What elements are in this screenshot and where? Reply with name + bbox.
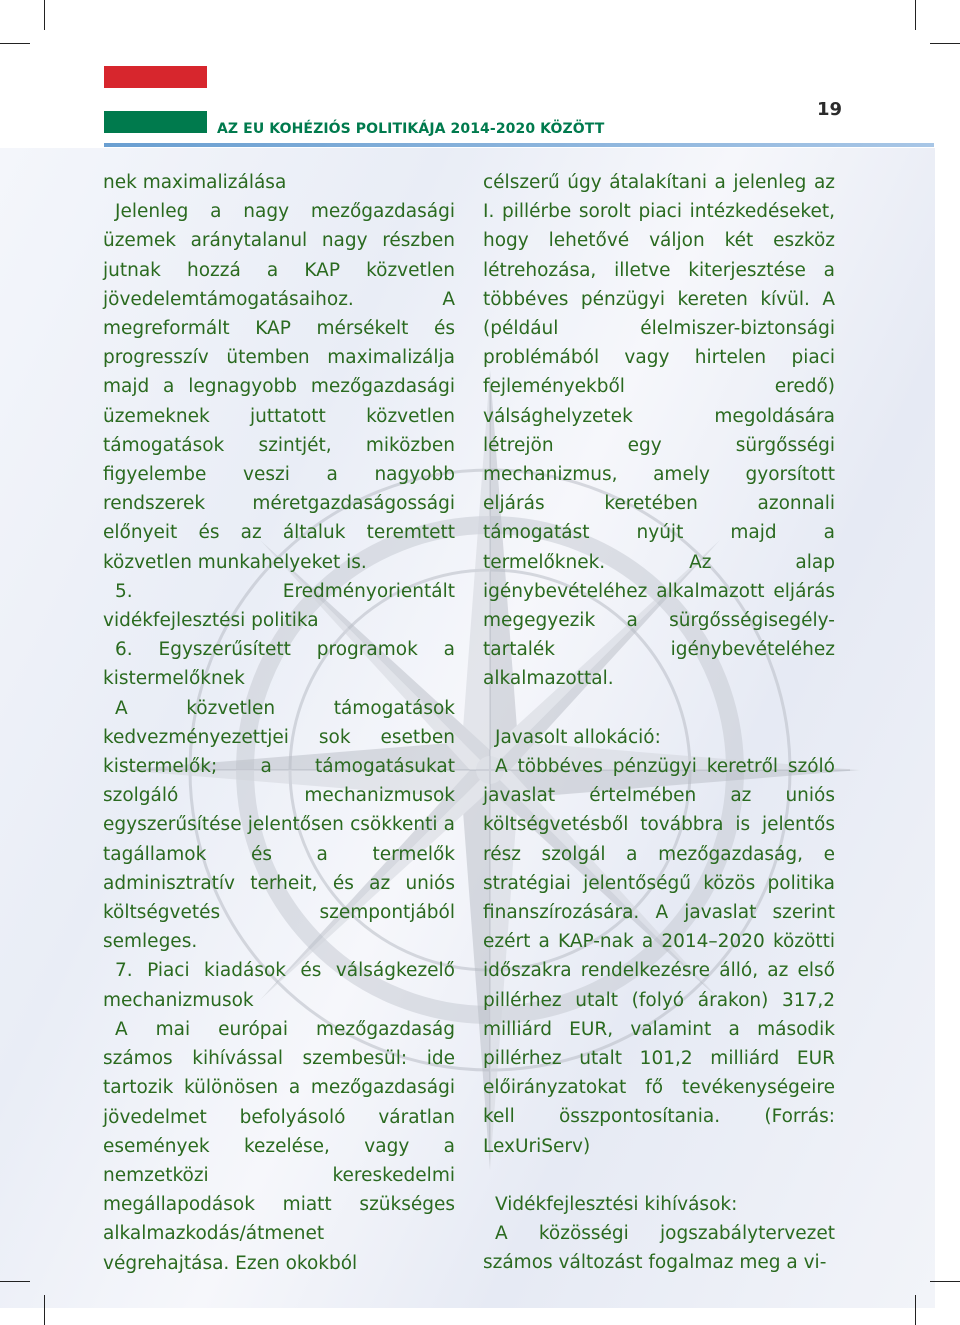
section-heading: Vidékfejlesztési kihívások: [495,1194,738,1216]
right-column [483,168,835,1278]
page-number: 19 [817,99,843,120]
crop-mark [0,1281,30,1282]
crop-mark [930,1281,960,1282]
crop-mark [915,0,916,30]
header-rule [104,143,934,147]
spacer [483,1161,835,1190]
paragraph: A közvetlen támogatások kedvezményezettjei sok esetben kistermelők; a támogatásukat szolgáló mechanizmusok egyszerűsítése jelentősen csökkenti a tagállamok és a termelők adminisztratív terheit, és az uniós költségvetés szempontjából semleges. [103,697,455,953]
paragraph: A közösségi jogszabálytervezet számos változást fogalmaz meg a vi- [483,1223,835,1274]
left-column [103,168,455,1278]
running-header: AZ EU KOHÉZIÓS POLITIKÁJA 2014-2020 KÖZÖTT [217,121,605,137]
paragraph: A többéves pénzügyi keretről szóló javaslat értelmében az uniós költségvetésből továbbra is jelentős rész szolgál a mezőgazdaság, e stratégiai jelentőségű közös politika finanszírozására. A javaslat szerint ezért a KAP-nak a 2014–2020 közötti időszakra rendelkezésre álló, az első pillérhez utalt (folyó árakon) 317,2 milliárd EUR, valamint a második pillérhez utalt 101,2 milliárd EUR előirányzatokat fő tevékenységeire kell összpontosítania. (Forrás: LexUriServ) [483,756,835,1157]
crop-mark [930,43,960,44]
crop-mark [0,43,30,44]
crop-mark [915,1295,916,1325]
paragraph: célszerű úgy átalakítani a jelenleg az I. pillérbe sorolt piaci intézkedéseket, hogy lehetővé váljon két eszköz létrehozása, illetve kiterjesztése a többéves pénzügyi kereten kívül. A (például élelmiszer-biztonsági problémából vagy hirtelen piaci fejleményekből eredő) válsághelyzetek megoldására létrejön egy sürgősségi mechanizmus, amely gyorsított eljárás keretében azonnali támogatást nyújt majd a termelőknek. Az alap igénybevételéhez alkalmazott eljárás megegyezik a sürgősségisegély-tartalék igénybevételéhez alkalmazottal. [483,172,835,690]
flag-stripe-red [104,66,207,88]
paragraph: Jelenleg a nagy mezőgazdasági üzemek aránytalanul nagy részben jutnak hozzá a KAP közvetlen jövedelemtámogatásaihoz. A megreformált KAP mérsékelt és progresszív ütemben maximalizálja majd a legnagyobb mezőgazdasági üzemeknek juttatott közvetlen támogatások szintjét, miközben figyelembe veszi a nagyobb rendszerek méretgazdaságossági előnyeit és az általuk teremtett közvetlen munkahelyeket is. [103,201,455,573]
section-heading: 6. Egyszerűsített programok a kistermelőknek [103,639,455,690]
crop-mark [44,0,45,30]
crop-mark [44,1295,45,1325]
paragraph: nek maximalizálása [103,172,287,193]
paragraph: A mai európai mezőgazdaság számos kihívással szembesül: ide tartozik különösen a mezőgazdasági jövedelmet befolyásoló váratlan események kezelése, vagy a nemzetközi kereskedelmi megállapodások miatt szükséges alkalmazkodás/átmenet végrehajtása. Ezen okokból [103,1018,455,1274]
section-heading: 7. Piaci kiadások és válságkezelő mechanizmusok [103,960,455,1011]
flag-stripe-green [104,111,207,133]
spacer [483,694,835,723]
section-heading: Javasolt allokáció: [495,726,661,748]
section-heading: 5. Eredményorientált vidékfejlesztési politika [103,580,455,632]
